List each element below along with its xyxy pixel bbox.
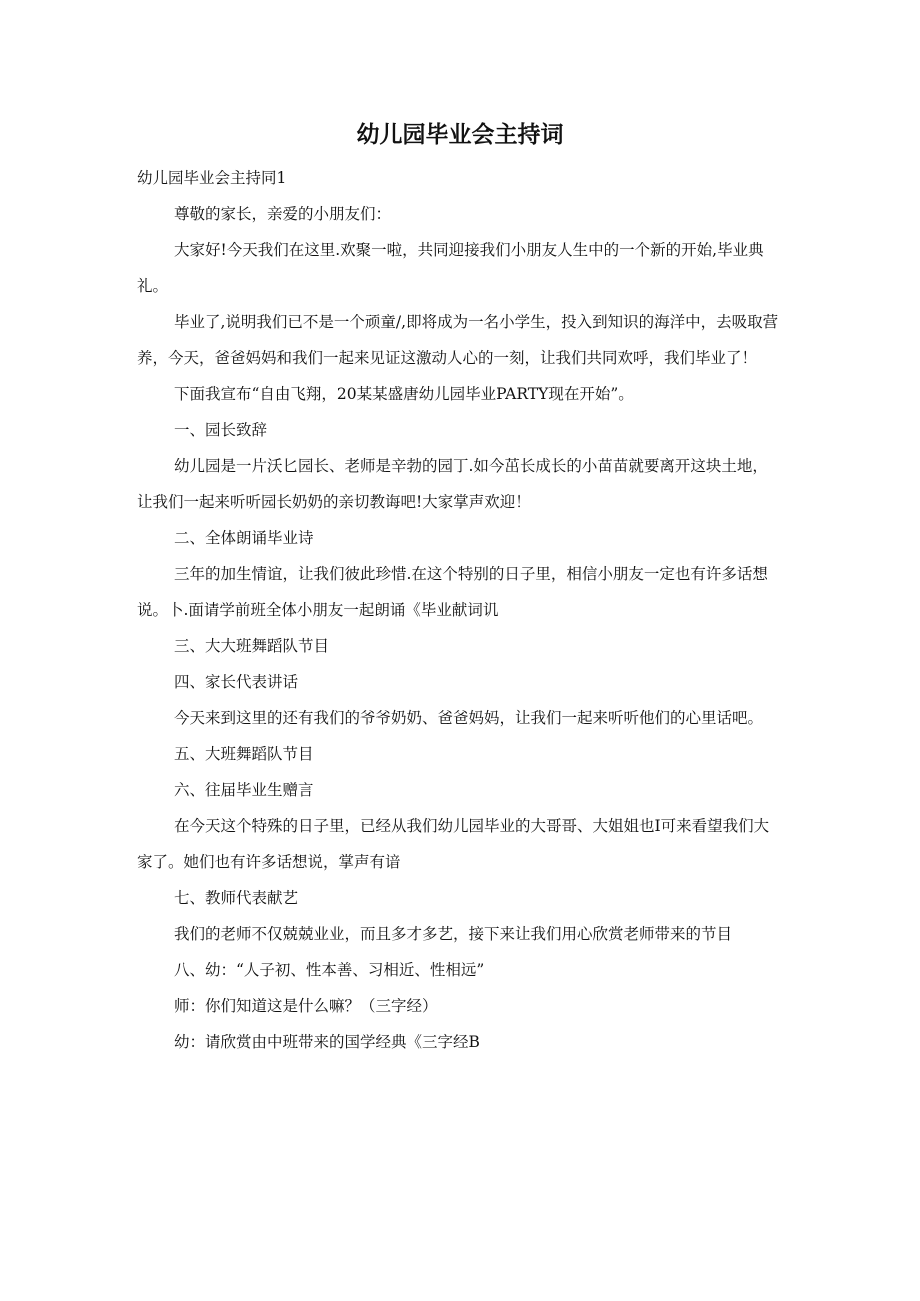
paragraph-principal: 幼儿园是一片沃匕园长、老师是辛勃的园丁.如今茁长成长的小苗苗就要离开这块土地，让我们一起来听听园长奶奶的亲切教诲吧!大家掌声欢迎！ xyxy=(137,457,768,511)
document-subtitle: 幼儿园毕业会主持同1 xyxy=(137,169,287,187)
paragraph-dialogue-child: 幼：请欣赏由中班带来的国学经典《三字经B xyxy=(174,1033,480,1051)
paragraph-graduation: 毕业了,说明我们已不是一个顽童/,即将成为一名小学生，投入到知识的海洋中，去吸取营养，今天，爸爸妈妈和我们一起来见证这激动人心的一刻，让我们共同欢呼，我们毕业了！ xyxy=(137,313,779,367)
section-heading-5: 五、大班舞蹈队节目 xyxy=(174,745,314,763)
paragraph-greeting: 尊敬的家长，亲爱的小朋友们： xyxy=(174,205,392,223)
section-heading-3: 三、大大班舞蹈队节目 xyxy=(174,637,330,655)
document-title: 幼儿园毕业会主持词 xyxy=(356,122,564,148)
paragraph-poem: 三年的加生情谊，让我们彼此珍惜.在这个特别的日子里，相信小朋友一定也有许多话想说。卜.面请学前班全体小朋友一起朗诵《毕业献词讥 xyxy=(137,565,768,619)
section-heading-8: 八、幼：“人子初、性本善、习相近、性相远” xyxy=(174,961,485,979)
section-heading-1: 一、园长致辞 xyxy=(174,421,268,439)
paragraph-parents: 今天来到这里的还有我们的爷爷奶奶、爸爸妈妈，让我们一起来听听他们的心里话吧。 xyxy=(174,709,764,727)
section-heading-4: 四、家长代表讲话 xyxy=(174,673,299,691)
section-heading-7: 七、教师代表献艺 xyxy=(174,889,299,907)
paragraph-welcome: 大家好!今天我们在这里.欢聚一啦，共同迎接我们小朋友人生中的一个新的开始,毕业典礼。 xyxy=(137,241,764,295)
section-heading-2: 二、全体朗诵毕业诗 xyxy=(174,529,314,547)
paragraph-dialogue-teacher: 师：你们知道这是什么嘛？（三字经） xyxy=(174,997,438,1015)
paragraph-teachers: 我们的老师不仅兢兢业业，而且多才多艺，接下来让我们用心欣赏老师带来的节目 xyxy=(174,925,733,943)
section-heading-6: 六、往届毕业生赠言 xyxy=(174,781,314,799)
paragraph-alumni: 在今天这个特殊的日子里，已经从我们幼儿园毕业的大哥哥、大姐姐也I可来看望我们大家了。她们也有许多话想说，掌声有谙 xyxy=(137,817,770,871)
paragraph-announcement: 下面我宣布“自由飞翔，20某某盛唐幼儿园毕业PARTY现在开始”。 xyxy=(174,385,634,403)
document-body xyxy=(137,160,782,1060)
